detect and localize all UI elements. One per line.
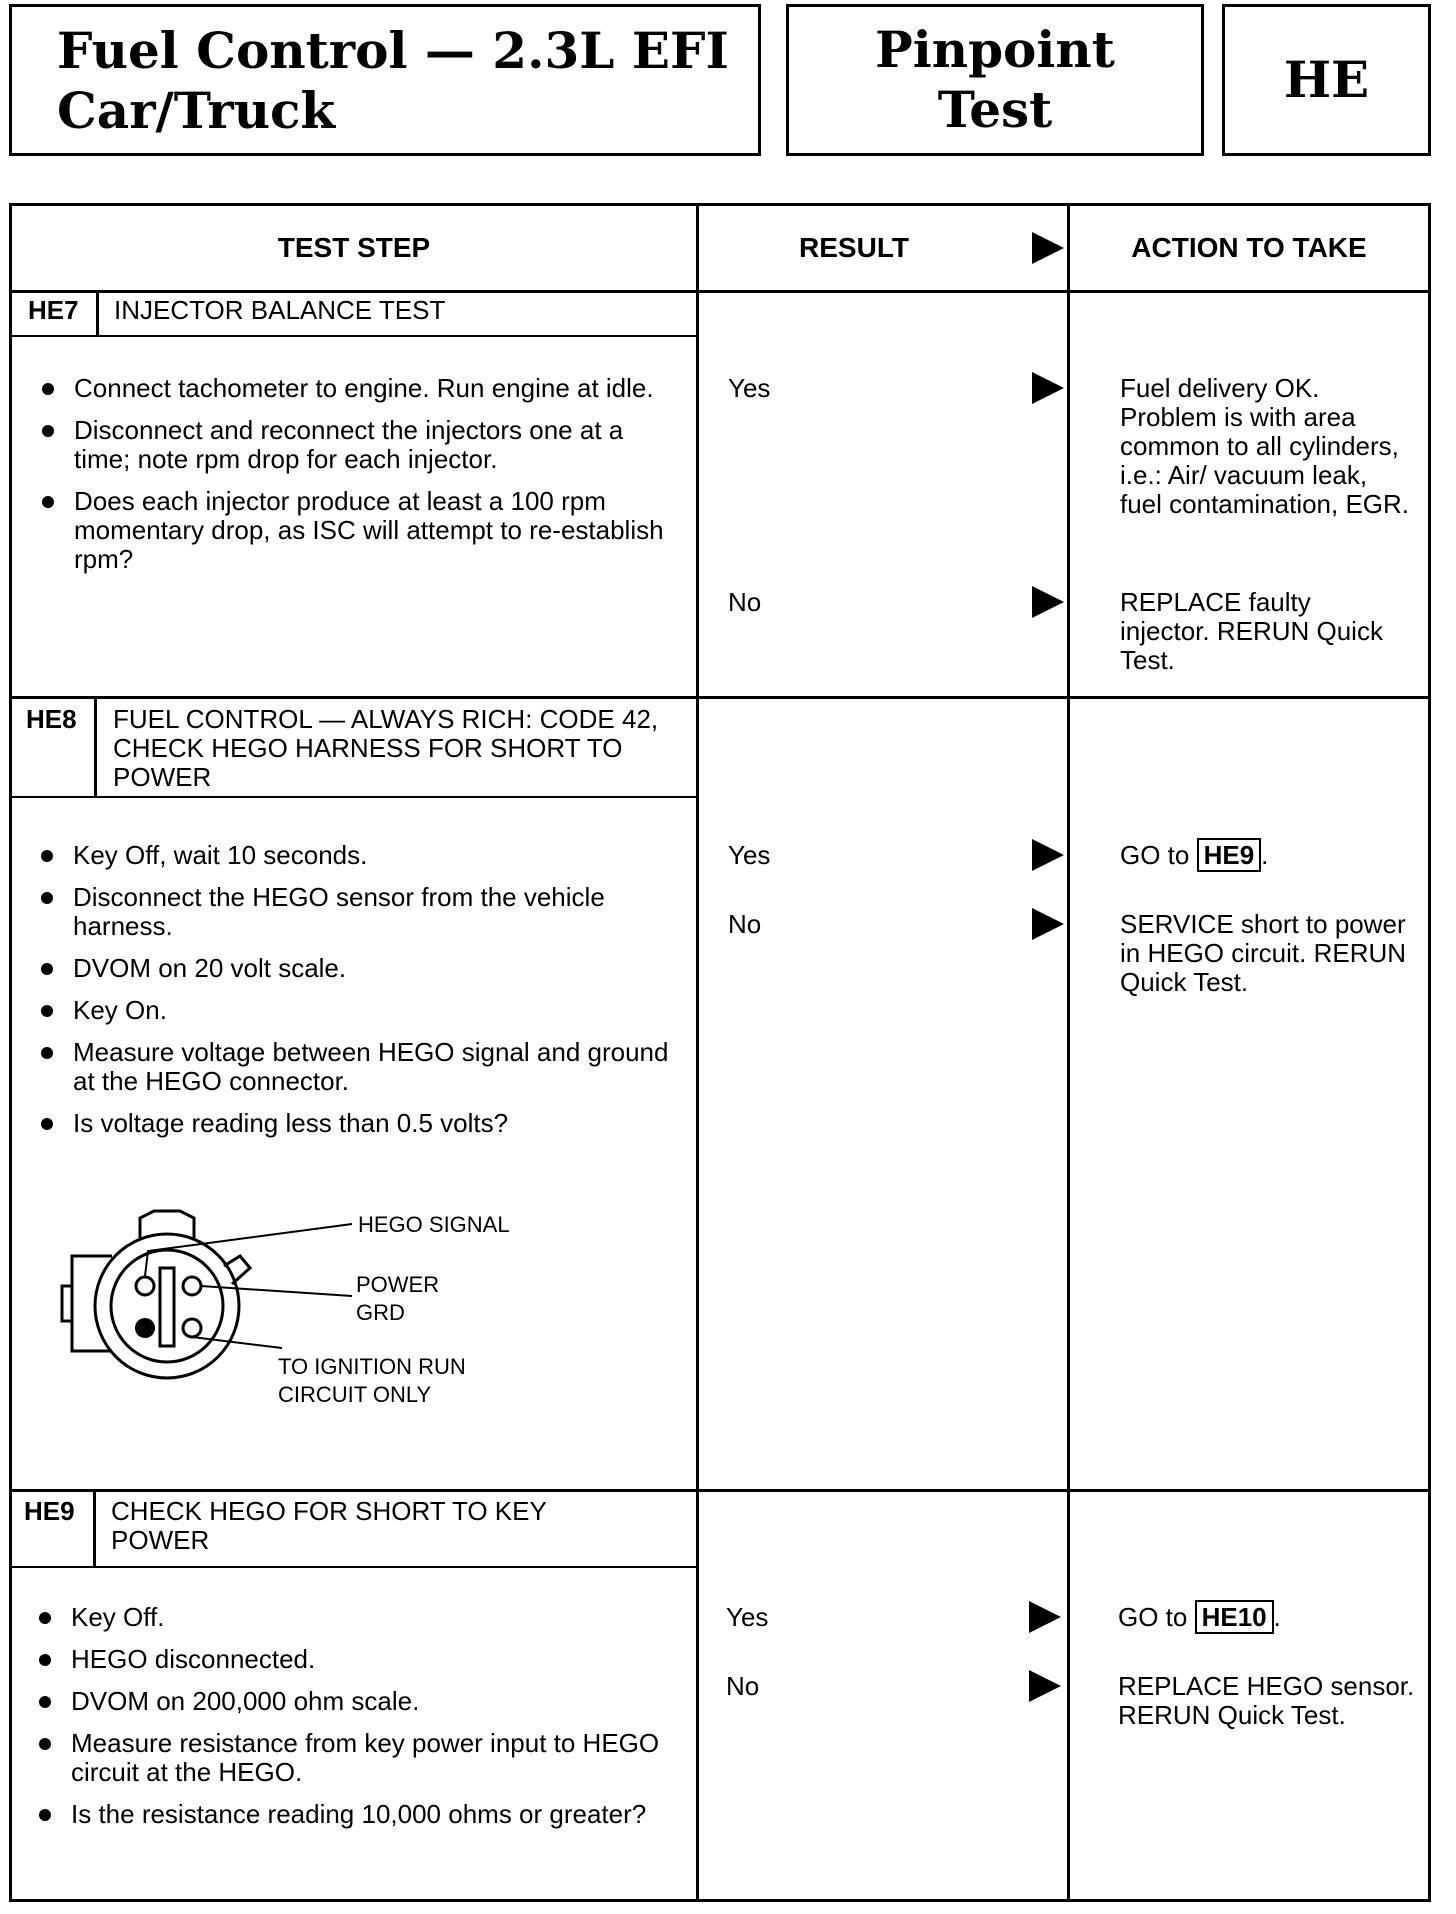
row-divider <box>12 1489 1428 1492</box>
action-suffix: . <box>1273 1602 1281 1632</box>
step-bullets-he9 <box>36 1603 676 1842</box>
step-id-he9: HE9 <box>24 1496 75 1526</box>
bullet: Does each injector produce at least a 100 rpm momentary drop, as ISC will attempt to re-establish rpm? <box>39 487 679 574</box>
header-arrow-icon <box>1032 232 1064 264</box>
connector-housing <box>95 1234 239 1378</box>
step-id-divider <box>93 1489 96 1566</box>
bullet: Key On. <box>38 996 678 1025</box>
label-hego-signal: HEGO SIGNAL <box>358 1212 510 1237</box>
bullet: Measure voltage between HEGO signal and ground at the HEGO connector. <box>38 1038 678 1096</box>
result-no-he9: No <box>726 1671 760 1701</box>
action-no-he8: SERVICE short to power in HEGO circuit. RERUN Quick Test. <box>1120 909 1407 997</box>
doc-type-line2: Test <box>937 80 1053 139</box>
label-ignition-2: CIRCUIT ONLY <box>278 1382 432 1407</box>
arrow-icon <box>1032 372 1064 404</box>
bullet: Key Off, wait 10 seconds. <box>38 841 678 870</box>
step-ref-he10[interactable]: HE10 <box>1195 1600 1274 1634</box>
label-ignition-1: TO IGNITION RUN <box>278 1354 466 1379</box>
page-title-line1: Fuel Control — 2.3L EFI <box>57 21 729 80</box>
hego-connector-diagram <box>52 1196 592 1436</box>
step-title-divider <box>12 335 696 337</box>
title-box <box>9 4 761 156</box>
bullet: Key Off. <box>36 1603 676 1632</box>
arrow-icon <box>1029 1601 1061 1633</box>
pin-hego-signal <box>136 1277 154 1295</box>
step-id-he7: HE7 <box>28 295 79 325</box>
pin-filled <box>135 1318 155 1338</box>
action-yes-he9 <box>1118 1600 1408 1634</box>
step-id-divider <box>94 696 97 796</box>
bullet: Is voltage reading less than 0.5 volts? <box>38 1109 678 1138</box>
bullet: Disconnect and reconnect the injectors one at a time; note rpm drop for each injector. <box>39 416 679 474</box>
column-divider-result <box>696 206 699 1899</box>
column-divider-action <box>1067 206 1070 1899</box>
bullet: Disconnect the HEGO sensor from the vehicle harness. <box>38 883 678 941</box>
step-title-he7: INJECTOR BALANCE TEST <box>114 295 446 325</box>
label-grd: GRD <box>356 1300 405 1325</box>
step-bullets-he7 <box>39 374 679 587</box>
step-id-he8: HE8 <box>26 704 77 734</box>
step-ref-he9[interactable]: HE9 <box>1197 838 1262 872</box>
pin-power-grd <box>183 1277 201 1295</box>
bullet: Is the resistance reading 10,000 ohms or greater? <box>36 1800 676 1829</box>
arrow-icon <box>1032 586 1064 618</box>
result-no-he7: No <box>728 587 762 617</box>
page-title-line2: Car/Truck <box>57 81 336 140</box>
header-divider <box>12 290 1428 293</box>
label-power: POWER <box>356 1272 440 1297</box>
step-title-he8: FUEL CONTROL — ALWAYS RICH: CODE 42, CHECK HEGO HARNESS FOR SHORT TO POWER <box>113 704 659 792</box>
section-code-box <box>1222 4 1431 156</box>
bullet: DVOM on 200,000 ohm scale. <box>36 1687 676 1716</box>
result-yes-he7: Yes <box>728 373 771 403</box>
arrow-icon <box>1032 839 1064 871</box>
arrow-icon <box>1032 908 1064 940</box>
header-action: ACTION TO TAKE <box>1131 232 1367 263</box>
connector-barrier <box>160 1268 174 1346</box>
step-id-divider <box>96 290 99 335</box>
step-title-divider <box>12 1566 696 1568</box>
step-title-divider <box>12 796 696 798</box>
leader-power-grd <box>201 1286 352 1296</box>
section-code: HE <box>1283 50 1370 109</box>
bullet: DVOM on 20 volt scale. <box>38 954 678 983</box>
header-test-step: TEST STEP <box>277 232 431 263</box>
action-yes-he7: Fuel delivery OK. Problem is with area common to all cylinders, i.e.: Air/ vacuum leak, fuel contamination, EGR. <box>1120 373 1410 519</box>
bullet: HEGO disconnected. <box>36 1645 676 1674</box>
action-no-he7: REPLACE faulty injector. RERUN Quick Test. <box>1120 587 1383 675</box>
step-bullets-he8 <box>38 841 678 1151</box>
action-prefix: GO to <box>1118 1602 1188 1632</box>
action-prefix: GO to <box>1120 840 1190 870</box>
doc-type-box <box>786 4 1204 156</box>
pin-ignition-run <box>183 1319 201 1337</box>
bullet: Connect tachometer to engine. Run engine at idle. <box>39 374 679 403</box>
doc-type-line1: Pinpoint <box>875 20 1115 79</box>
action-suffix: . <box>1261 840 1269 870</box>
result-yes-he8: Yes <box>728 840 771 870</box>
header-result: RESULT <box>799 232 909 263</box>
action-no-he9: REPLACE HEGO sensor. RERUN Quick Test. <box>1118 1671 1415 1730</box>
action-yes-he8 <box>1120 838 1410 872</box>
row-divider <box>12 696 1428 699</box>
pinpoint-test-table <box>9 203 1431 1902</box>
result-no-he8: No <box>728 909 762 939</box>
arrow-icon <box>1029 1670 1061 1702</box>
result-yes-he9: Yes <box>726 1602 769 1632</box>
bullet: Measure resistance from key power input to HEGO circuit at the HEGO. <box>36 1729 676 1787</box>
step-title-he9: CHECK HEGO FOR SHORT TO KEY POWER <box>111 1496 547 1555</box>
